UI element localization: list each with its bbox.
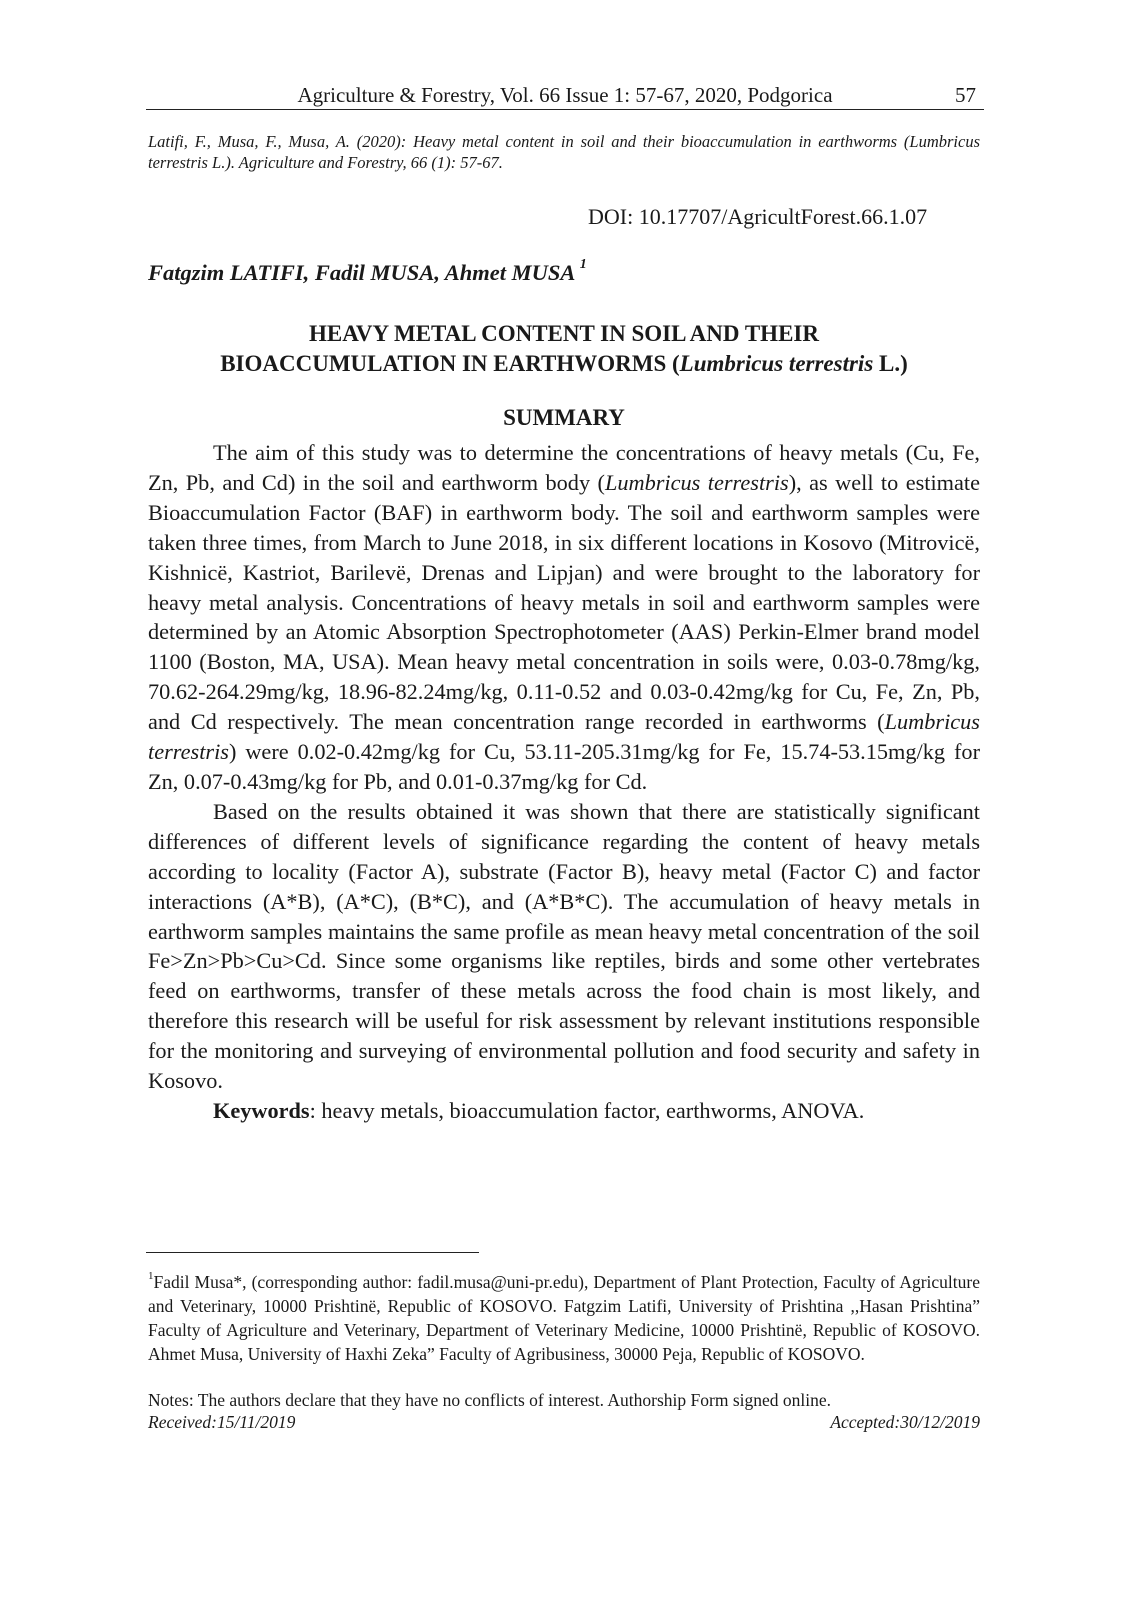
p1-text-b: ), as well to estimate Bioaccumulation Factor (BAF) in earthworm body. The soil and earthworm samples were taken three times, from March to June 2018, in six different locations in Kosovo (Mitrovicë, Kishnicë, Kastriot, Barilevë, Drenas and Lipjan) and were brought to the laboratory for heavy metal analysis. Concentrations of heavy metals in soil and earthworm samples were determined by an Atomic Absorption Spectrophotometer (AAS) Perkin-Elmer brand model 1100 (Boston, MA, USA). Mean heavy metal concentration in soils were, 0.03-0.78mg/kg, 70.62-264.29mg/kg, 18.96-82.24mg/kg, 0.11-0.52 and 0.03-0.42mg/kg for Cu, Fe, Zn, Pb, and Cd respectively. The mean concentration range recorded in earthworms (	[148, 469, 980, 735]
received-date: Received:15/11/2019	[148, 1412, 296, 1432]
title-species: Lumbricus terrestris	[679, 351, 874, 376]
summary-paragraph-1	[148, 438, 980, 797]
notes: Notes: The authors declare that they have no conflicts of interest. Authorship Form signed online.	[148, 1390, 831, 1410]
author-footnote-mark: 1	[579, 256, 587, 272]
p1-text-c: ) were 0.02-0.42mg/kg for Cu, 53.11-205.31mg/kg for Fe, 15.74-53.15mg/kg for Zn, 0.07-0.43mg/kg for Pb, and 0.01-0.37mg/kg for Cd.	[148, 739, 980, 794]
footnote-rule	[146, 1252, 479, 1253]
author-names: Fatgzim LATIFI, Fadil MUSA, Ahmet MUSA	[148, 260, 575, 285]
footnote-text: Fadil Musa*, (corresponding author: fadil.musa@uni-pr.edu), Department of Plant Protection, Faculty of Agriculture and Veterinary, 10000 Prishtinë, Republic of KOSOVO. Fatgzim Latifi, University of Prishtina ,,Hasan Prishtina” Faculty of Agriculture and Veterinary, Department of Veterinary Medicine, 10000 Prishtinë, Republic of KOSOVO. Ahmet Musa, University of Haxhi Zeka” Faculty of Agribusiness, 30000 Peja, Republic of KOSOVO.	[148, 1271, 980, 1365]
citation: Latifi, F., Musa, F., Musa, A. (2020): Heavy metal content in soil and their bioaccumulation in earthworms (Lumbricus terrestris L.). Agriculture and Forestry, 66 (1): 57-67.	[148, 132, 980, 172]
doi[interactable]: DOI: 10.17707/AgricultForest.66.1.07	[588, 204, 928, 229]
summary-heading: SUMMARY	[503, 405, 625, 430]
accepted-date: Accepted:30/12/2019	[830, 1412, 980, 1432]
p1-species-1: Lumbricus terrestris	[604, 469, 789, 495]
dates-line	[148, 1412, 980, 1433]
keywords-label: Keywords	[213, 1097, 310, 1123]
running-header: Agriculture & Forestry, Vol. 66 Issue 1: 57-67, 2020, Podgorica	[297, 83, 833, 107]
header-rule	[146, 109, 984, 110]
title-line-1: HEAVY METAL CONTENT IN SOIL AND THEIR	[309, 321, 819, 346]
p1-species-2: Lumbricus terrestris	[148, 709, 980, 765]
title-line-2	[148, 349, 980, 379]
summary-paragraph-2: Based on the results obtained it was shown that there are statistically significant differences of different levels of significance regarding the content of heavy metals according to locality (Factor A), substrate (Factor B), heavy metal (Factor C) and factor interactions (A*B), (A*C), (B*C), and (A*B*C). The accumulation of heavy metals in earthworm samples maintains the same profile as mean heavy metal concentration of the soil Fe>Zn>Pb>Cu>Cd. Since some organisms like reptiles, birds and some other vertebrates feed on earthworms, transfer of these metals across the food chain is most likely, and therefore this research will be useful for risk assessment by relevant institutions responsible for the monitoring and surveying of environmental pollution and food security and safety in Kosovo.	[148, 798, 980, 1094]
p1-text-a: The aim of this study was to determine the concentrations of heavy metals (Cu, Fe, Zn, Pb, and Cd) in the soil and earthworm body (	[148, 440, 980, 495]
footnote	[148, 1266, 980, 1367]
keywords-text: : heavy metals, bioaccumulation factor, earthworms, ANOVA.	[309, 1097, 865, 1123]
author-list	[148, 256, 587, 286]
page-number: 57	[955, 83, 976, 107]
title-line-2-prefix: BIOACCUMULATION IN EARTHWORMS (	[220, 351, 680, 376]
paper-title	[148, 319, 980, 379]
summary-body	[148, 438, 980, 1126]
footnote-mark: 1	[148, 1270, 154, 1282]
title-line-2-suffix: L.)	[873, 351, 908, 376]
keywords-line	[148, 1096, 980, 1126]
